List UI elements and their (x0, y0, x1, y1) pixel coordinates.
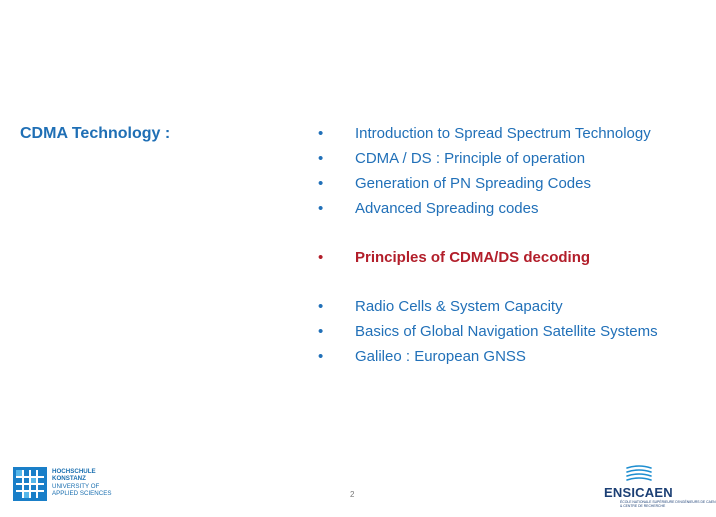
agenda-list (318, 124, 678, 372)
agenda-item-text: Principles of CDMA/DS decoding (355, 249, 591, 266)
htwg-logo-text (52, 468, 112, 498)
bullet-icon: • (318, 125, 324, 142)
bullet-icon: • (318, 150, 324, 167)
ensicaen-sub-line: ÉCOLE NATIONALE SUPÉRIEURE D'INGÉNIEURS DE CAEN (620, 500, 716, 504)
bullet-icon: • (318, 348, 324, 365)
ensicaen-sub-line: & CENTRE DE RECHERCHE (620, 504, 666, 508)
agenda-spacer (318, 273, 678, 297)
bullet-icon: • (318, 249, 324, 266)
htwg-line: KONSTANZ (52, 475, 86, 483)
agenda-item-text: CDMA / DS : Principle of operation (355, 150, 586, 167)
section-title: CDMA Technology : (20, 125, 171, 142)
agenda-item-text: Basics of Global Navigation Satellite Systems (355, 323, 658, 340)
ensicaen-name: ENSICAEN (604, 485, 673, 500)
bullet-icon: • (318, 175, 324, 192)
bullet-icon: • (318, 298, 324, 315)
bullet-icon: • (318, 323, 324, 340)
htwg-line: APPLIED SCIENCES (52, 490, 112, 498)
agenda-item-text: Generation of PN Spreading Codes (355, 175, 591, 192)
agenda-item (318, 322, 678, 347)
ensicaen-subtitle (620, 500, 716, 508)
agenda-item-text: Galileo : European GNSS (355, 348, 526, 365)
agenda-item (318, 347, 678, 372)
agenda-item (318, 297, 678, 322)
page-number: 2 (350, 490, 355, 499)
bullet-icon: • (318, 200, 324, 217)
agenda-item-current (318, 248, 678, 273)
htwg-logo (13, 467, 133, 507)
agenda-item-text: Advanced Spreading codes (355, 200, 539, 217)
htwg-line: HOCHSCHULE (52, 468, 96, 475)
agenda-item (318, 199, 678, 224)
agenda-item (318, 149, 678, 174)
agenda-item-text: Introduction to Spread Spectrum Technology (355, 125, 651, 142)
agenda-item (318, 174, 678, 199)
agenda-item-text: Radio Cells & System Capacity (355, 298, 563, 315)
agenda-spacer (318, 224, 678, 248)
htwg-line: UNIVERSITY OF (52, 482, 100, 490)
htwg-logo-icon (13, 467, 47, 501)
ensicaen-wave-icon (624, 464, 654, 484)
ensicaen-logo (600, 464, 716, 510)
agenda-item (318, 124, 678, 149)
